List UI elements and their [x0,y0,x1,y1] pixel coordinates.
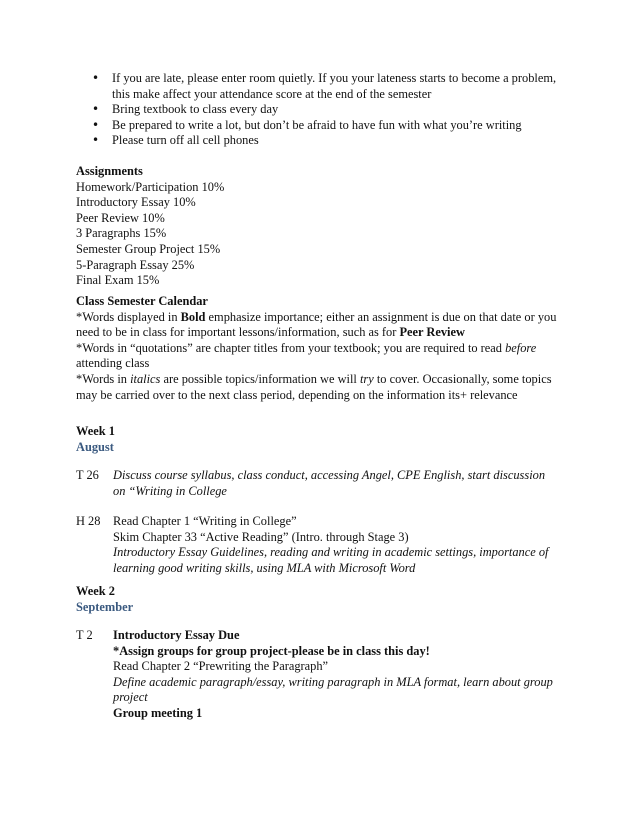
calendar-note: *Words displayed in Bold emphasize importance; either an assignment is due on that date or you [76,309,557,324]
calendar-note: may be carried over to the next class period, depending on the information its+ relevance [76,387,518,402]
day-detail-line: Read Chapter 1 “Writing in College” [113,514,297,528]
class-rules-list [90,71,570,149]
day-detail-line: Group meeting 1 [113,705,203,720]
day-detail-line: Skim Chapter 33 “Active Reading” (Intro. through Stage 3) [113,529,409,544]
week-label: Week 2 [76,584,115,598]
calendar-heading: Class Semester Calendar [76,294,208,308]
list-item [90,133,570,149]
bullet-text: this make affect your attendance score at the end of the semester [112,86,432,101]
calendar-note: *Words in italics are possible topics/information we will try to cover. Occasionally, some topics [76,371,552,386]
calendar-note: *Words in “quotations” are chapter titles from your textbook; you are required to read before [76,340,537,355]
week-1-heading [76,424,576,455]
bullet-text: • Be prepared to write a lot, but don’t be afraid to have fun with what you’re writing [112,117,522,132]
assignment-item: Introductory Essay 10% [76,195,196,210]
month-label: September [76,599,134,614]
day-detail-line: Read Chapter 2 “Prewriting the Paragraph” [113,659,329,674]
day-details [113,468,573,499]
assignment-item: Semester Group Project 15% [76,241,221,256]
day-code: T 2 [76,628,93,642]
bullet-text: • Please turn off all cell phones [112,133,259,148]
day-detail-line: on “Writing in College [113,483,227,498]
day-detail-line: *Assign groups for group project-please be in class this day! [113,643,430,658]
calendar-notes-section [76,294,576,403]
day-detail-line: learning good writing skills, using MLA with Microsoft Word [113,560,416,575]
day-detail-line: project [113,690,148,705]
assignment-item: 5-Paragraph Essay 25% [76,257,195,272]
assignments-heading: Assignments [76,164,143,178]
month-label: August [76,439,114,454]
assignment-item: Peer Review 10% [76,210,165,225]
day-detail-line: Define academic paragraph/essay, writing paragraph in MLA format, learn about group [113,674,553,689]
bullet-text: • If you are late, please enter room quietly. If you your lateness starts to become a problem, [112,71,557,85]
day-code: T 26 [76,468,99,482]
day-details [113,628,573,722]
list-item [90,102,570,118]
week-label: Week 1 [76,424,115,438]
day-detail-line: Discuss course syllabus, class conduct, accessing Angel, CPE English, start discussion [113,468,546,482]
calendar-note: attending class [76,356,150,371]
day-code: H 28 [76,514,101,528]
assignments-section [76,164,576,289]
list-item [90,71,570,102]
day-details [113,514,573,576]
week-2-heading [76,584,576,615]
list-item [90,118,570,134]
day-detail-line: Introductory Essay Guidelines, reading and writing in academic settings, importance of [113,545,549,560]
day-detail-line: Introductory Essay Due [113,628,240,642]
calendar-note: need to be in class for important lessons/information, such as for Peer Review [76,325,465,340]
bullet-text: • Bring textbook to class every day [112,102,279,117]
assignment-item: Final Exam 15% [76,273,160,288]
assignment-item: 3 Paragraphs 15% [76,226,167,241]
assignment-item: Homework/Participation 10% [76,179,225,194]
